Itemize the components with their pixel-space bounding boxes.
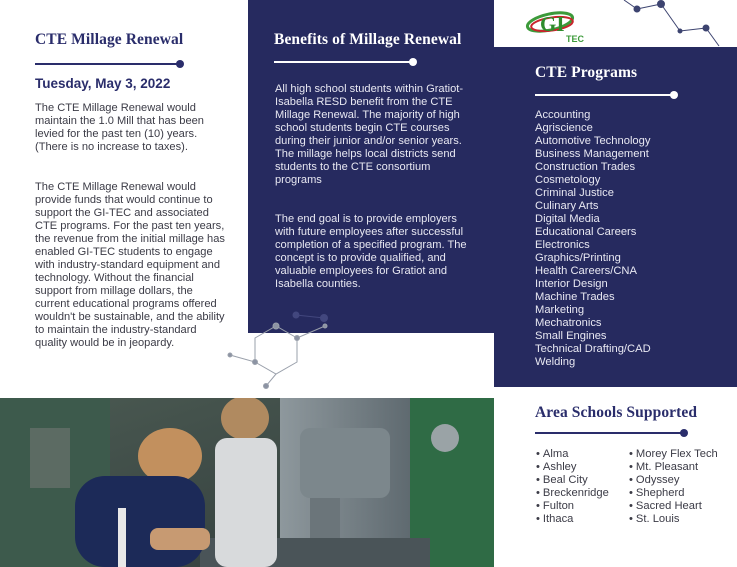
program-item: Small Engines	[535, 330, 607, 342]
logo-letters: GI	[540, 12, 565, 36]
program-item: Construction Trades	[535, 161, 636, 173]
program-item: Mechatronics	[535, 317, 602, 329]
benefits-panel	[248, 0, 494, 333]
benefits-paragraph-2: The end goal is to provide employers with future employees after successful completion of a specified program. The concept is to provide qualified, and valuable employees for Gratiot and Isabella counties.	[275, 213, 467, 290]
millage-paragraph-2: The CTE Millage Renewal would provide funds that would continue to support the GI-TEC and associated CTE programs. For the past ten years, the revenue from the initial millage has enabled GI-TEC students to engage with industry-standard equipment and technology. Without the financial support from millage dollars, the current educational programs offered wouldn't be sustainable, and the ability to maintain the industry-standard quality would be in jeopardy.	[35, 181, 225, 349]
school-item: • Sacred Heart	[629, 500, 718, 513]
school-item: • Mt. Pleasant	[629, 461, 718, 474]
program-item: Accounting	[535, 109, 591, 121]
benefits-paragraph-1: All high school students within Gratiot-Isabella RESD benefit from the CTE Millage Renewal. The majority of high school students begin CTE courses during their junior and/or senior years. The millage helps local districts send students to the CTE consortium programs	[275, 83, 464, 186]
program-item: Health Careers/CNA	[535, 265, 637, 277]
cte-programs-panel	[494, 47, 737, 387]
heading-divider	[535, 432, 685, 434]
logo-suffix: TEC	[566, 34, 584, 44]
program-item: Digital Media	[535, 213, 600, 225]
program-item: Machine Trades	[535, 291, 615, 303]
benefits-heading: Benefits of Millage Renewal	[274, 31, 462, 48]
program-item: Interior Design	[535, 278, 608, 290]
gi-tec-logo-area	[494, 0, 737, 47]
school-item: • Fulton	[536, 500, 609, 513]
program-item: Technical Drafting/CAD	[535, 343, 651, 355]
school-item: • Ithaca	[536, 513, 609, 526]
schools-list-left	[536, 448, 609, 526]
school-item: • Ashley	[536, 461, 609, 474]
photo-illustration	[0, 398, 494, 567]
millage-renewal-heading: CTE Millage Renewal	[35, 31, 184, 48]
programs-list	[535, 109, 651, 369]
program-item: Cosmetology	[535, 174, 601, 186]
program-item: Marketing	[535, 304, 585, 316]
millage-paragraph-1: The CTE Millage Renewal would maintain the 1.0 Mill that has been levied for the past ten (10) years. (There is no increase to taxes).	[35, 102, 204, 153]
millage-renewal-column	[0, 0, 248, 398]
gi-tec-logo	[494, 0, 737, 47]
program-item: Graphics/Printing	[535, 252, 621, 264]
program-item: Automotive Technology	[535, 135, 651, 147]
heading-divider	[535, 94, 675, 96]
area-schools-heading: Area Schools Supported	[535, 404, 698, 421]
heading-divider	[274, 61, 414, 63]
program-item: Agriscience	[535, 122, 593, 134]
program-item: Criminal Justice	[535, 187, 614, 199]
school-item: • Odyssey	[629, 474, 718, 487]
cte-programs-heading: CTE Programs	[535, 64, 638, 81]
program-item: Welding	[535, 356, 576, 368]
election-date: Tuesday, May 3, 2022	[35, 76, 171, 91]
program-item: Educational Careers	[535, 226, 637, 238]
program-item: Electronics	[535, 239, 590, 251]
program-item: Business Management	[535, 148, 649, 160]
school-item: • Shepherd	[629, 487, 718, 500]
schools-list-right	[629, 448, 718, 526]
heading-divider	[35, 63, 181, 65]
school-item: • Morey Flex Tech	[629, 448, 718, 461]
students-machining-photo	[0, 398, 494, 567]
school-item: • Alma	[536, 448, 609, 461]
school-item: • St. Louis	[629, 513, 718, 526]
area-schools-section	[494, 387, 737, 567]
school-item: • Beal City	[536, 474, 609, 487]
school-item: • Breckenridge	[536, 487, 609, 500]
program-item: Culinary Arts	[535, 200, 599, 212]
